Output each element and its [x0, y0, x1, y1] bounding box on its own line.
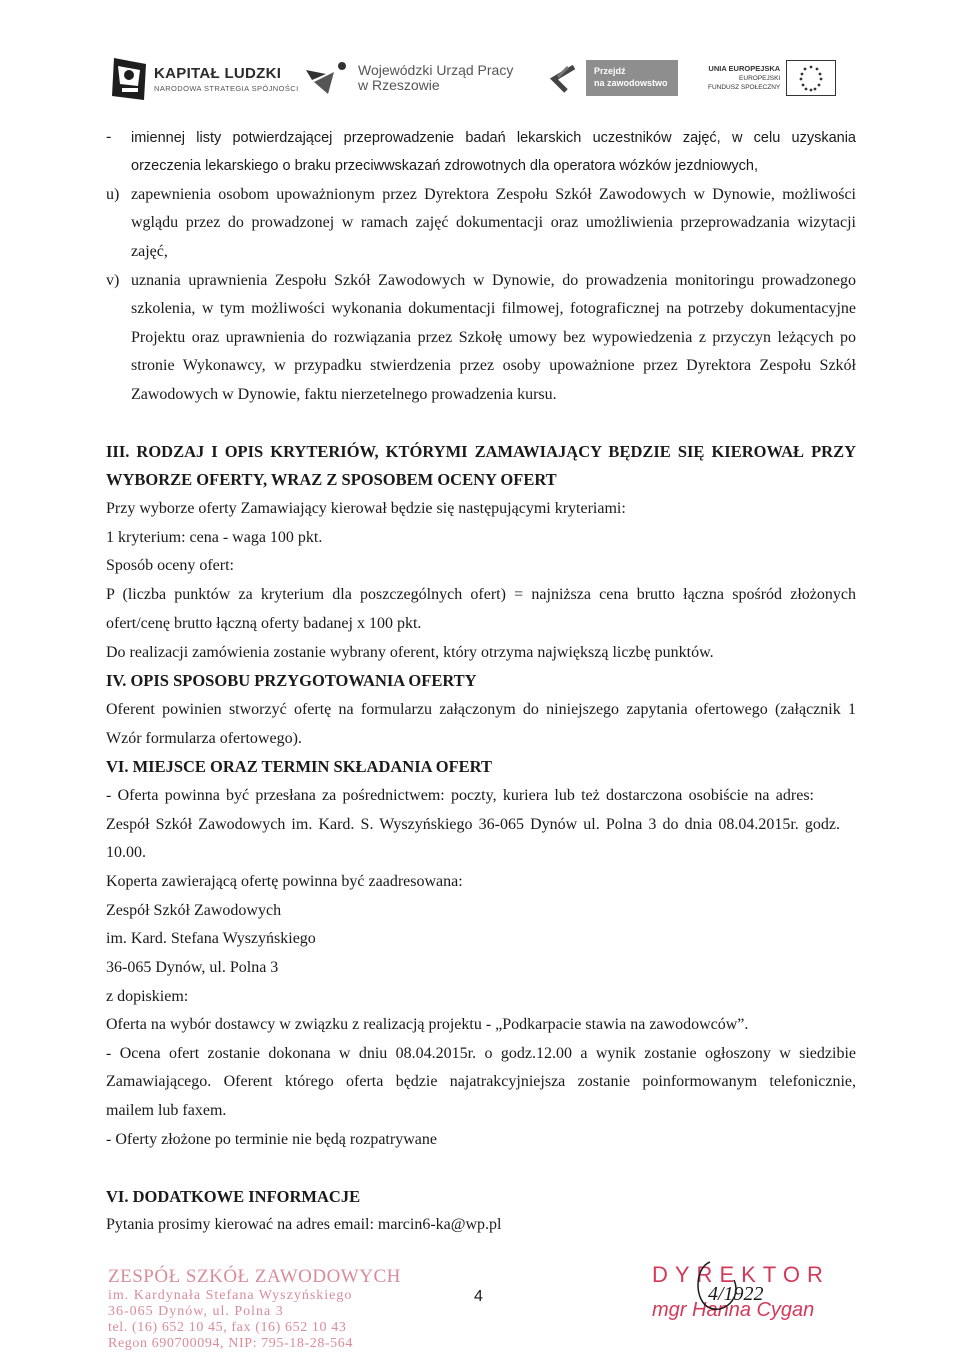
- section-vi-text2: Zespół Szkół Zawodowych im. Kard. S. Wyszyńskiego 36-065 Dynów ul. Polna 3 do dnia 08.04.2015r. godz.: [106, 816, 840, 833]
- section-iv-heading: IV. OPIS SPOSOBU PRZYGOTOWANIA OFERTY: [106, 671, 477, 690]
- eu-logo: [708, 60, 836, 96]
- section-vi-text6: im. Kard. Stefana Wyszyńskiego: [106, 930, 316, 947]
- stamp-line5: Regon 690700094, NIP: 795-18-28-564: [108, 1336, 353, 1351]
- item-u-line3: zajęć,: [131, 243, 168, 260]
- section-iii-text1: Przy wyborze oferty Zamawiający kierował będzie się następującymi kryteriami:: [106, 500, 626, 517]
- ue-line2: EUROPEJSKI: [739, 75, 781, 82]
- sig-number: 4/1922: [708, 1283, 764, 1305]
- sig-title: DYREKTOR: [652, 1262, 830, 1287]
- section-iii-heading-line2: WYBORZE OFERTY, WRAZ Z SPOSOBEM OCENY OFERT: [106, 470, 557, 489]
- przejdz-logo: [548, 60, 678, 96]
- section-vi-text10b: Zamawiającego. Oferent którego oferta będzie najatrakcyjniejsza zostanie poinformowanym telefonicznie,: [106, 1073, 856, 1090]
- section-iii-text4a: P (liczba punktów za kryterium dla poszczególnych ofert) = najniższa cena brutto łączna spośród złożonych: [106, 586, 856, 603]
- item-u-line1: zapewnienia osobom upoważnionym przez Dyrektora Zespołu Szkół Zawodowych w Dynowie, możliwości: [131, 186, 856, 203]
- wup-line2: w Rzeszowie: [358, 77, 440, 93]
- director-signature-stamp: [650, 1258, 830, 1328]
- przejdz-line2: na zawodowstwo: [594, 78, 668, 88]
- kapital-ludzki-logo: [110, 56, 299, 102]
- przejdz-line1: Przejdź: [594, 66, 626, 76]
- section-vi-text3: 10.00.: [106, 844, 146, 861]
- school-stamp: [108, 1266, 401, 1352]
- stamp-line4: tel. (16) 652 10 45, fax (16) 652 10 43: [108, 1320, 347, 1335]
- przejdz-logo-icon: [548, 63, 578, 93]
- item-v-line2: szkolenia, w tym możliwości wykonania dokumentacji filmowej, fotograficznej na potrzeby dokumentacyjne: [131, 300, 856, 317]
- section-vi-text10a: - Ocena ofert zostanie dokonana w dniu 08.04.2015r. o godz.12.00 a wynik zostanie ogłoszony w siedzibie: [106, 1045, 856, 1062]
- item-v-label: v): [106, 272, 120, 289]
- eu-flag-icon: [786, 60, 836, 96]
- section-iv-text1a: Oferent powinien stworzyć ofertę na formularzu załączonym do niniejszego zapytania ofertowego (załącznik 1: [106, 701, 856, 718]
- item-v-line3: Projektu oraz uprawnienia do rozwiązania przez Szkołę umowy bez wypowiedzenia z przyczyn leżących po: [131, 329, 856, 346]
- item-u-line2: wglądu przez do prowadzonej w ramach zajęć dokumentacji oraz umożliwienia przeprowadzania wizytacji: [131, 214, 856, 231]
- wup-logo-icon: [304, 58, 350, 98]
- item-t-line2: orzeczenia lekarskiego o braku przeciwwskazań zdrowotnych dla operatora wózków jezdniowych,: [131, 158, 759, 174]
- section-additional-text: Pytania prosimy kierować na adres email: marcin6-ka@wp.pl: [106, 1216, 502, 1233]
- section-iii-text3: Sposób oceny ofert:: [106, 557, 234, 574]
- stamp-line3: 36-065 Dynów, ul. Polna 3: [108, 1304, 284, 1319]
- section-iv-text1b: Wzór formularza ofertowego).: [106, 730, 302, 747]
- wup-line1: Wojewódzki Urząd Pracy: [358, 62, 514, 78]
- stamp-line1: ZESPÓŁ SZKÓŁ ZAWODOWYCH: [108, 1266, 401, 1287]
- section-vi-text11: - Oferty złożone po terminie nie będą rozpatrywane: [106, 1131, 437, 1148]
- section-vi-text8: z dopiskiem:: [106, 988, 189, 1005]
- ue-line1: UNIA EUROPEJSKA: [708, 64, 781, 73]
- stamp-line2: im. Kardynała Stefana Wyszyńskiego: [108, 1288, 353, 1303]
- section-additional-heading: VI. DODATKOWE INFORMACJE: [106, 1187, 361, 1206]
- list-dash: -: [106, 128, 112, 145]
- item-v-line5: Zawodowych w Dynowie, faktu nierzetelnego prowadzenia kursu.: [131, 386, 557, 403]
- section-vi-text5: Zespół Szkół Zawodowych: [106, 902, 282, 919]
- kapital-ludzki-logo-icon: [110, 56, 148, 102]
- page-number: 4: [474, 1288, 483, 1305]
- ue-line3: FUNDUSZ SPOŁECZNY: [708, 84, 781, 91]
- section-vi-text10c: mailem lub faxem.: [106, 1102, 227, 1119]
- section-iii-text2: 1 kryterium: cena - waga 100 pkt.: [106, 529, 323, 546]
- wup-logo: [304, 58, 513, 98]
- section-iii-text5: Do realizacji zamówienia zostanie wybrany oferent, który otrzyma największą liczbę punktów.: [106, 644, 714, 661]
- item-v-line4: stronie Wykonawcy, w przypadku stwierdzenia przez osoby upoważnione przez Dyrektora Zespołu Szkół: [131, 357, 856, 374]
- kl-subtitle: NARODOWA STRATEGIA SPÓJNOŚCI: [154, 84, 299, 93]
- item-t-line1: imiennej listy potwierdzającej przeprowadzenie badań lekarskich uczestników zajęć, w celu uzyskania: [131, 130, 856, 146]
- kl-title: KAPITAŁ LUDZKI: [154, 65, 282, 82]
- section-vi-text1: - Oferta powinna być przesłana za pośrednictwem: poczty, kuriera lub też dostarczona osobiście na adres:: [106, 787, 814, 804]
- section-iii-text4b: ofert/cenę brutto łączną oferty badanej x 100 pkt.: [106, 615, 422, 632]
- section-vi-text4: Koperta zawierającą ofertę powinna być zaadresowana:: [106, 873, 463, 890]
- section-vi-heading: VI. MIEJSCE ORAZ TERMIN SKŁADANIA OFERT: [106, 757, 493, 776]
- section-vi-text9: Oferta na wybór dostawcy w związku z realizacją projektu - „Podkarpacie stawia na zawodowców”.: [106, 1016, 749, 1033]
- item-u-label: u): [106, 186, 120, 203]
- item-v-line1: uznania uprawnienia Zespołu Szkół Zawodowych w Dynowie, do prowadzenia monitoringu prowadzonego: [131, 272, 856, 289]
- section-iii-heading-line1: III. RODZAJ I OPIS KRYTERIÓW, KTÓRYMI ZAMAWIAJĄCY BĘDZIE SIĘ KIEROWAŁ PRZY: [106, 442, 856, 461]
- sig-name: mgr Hanna Cygan: [652, 1299, 815, 1321]
- section-vi-text7: 36-065 Dynów, ul. Polna 3: [106, 959, 279, 976]
